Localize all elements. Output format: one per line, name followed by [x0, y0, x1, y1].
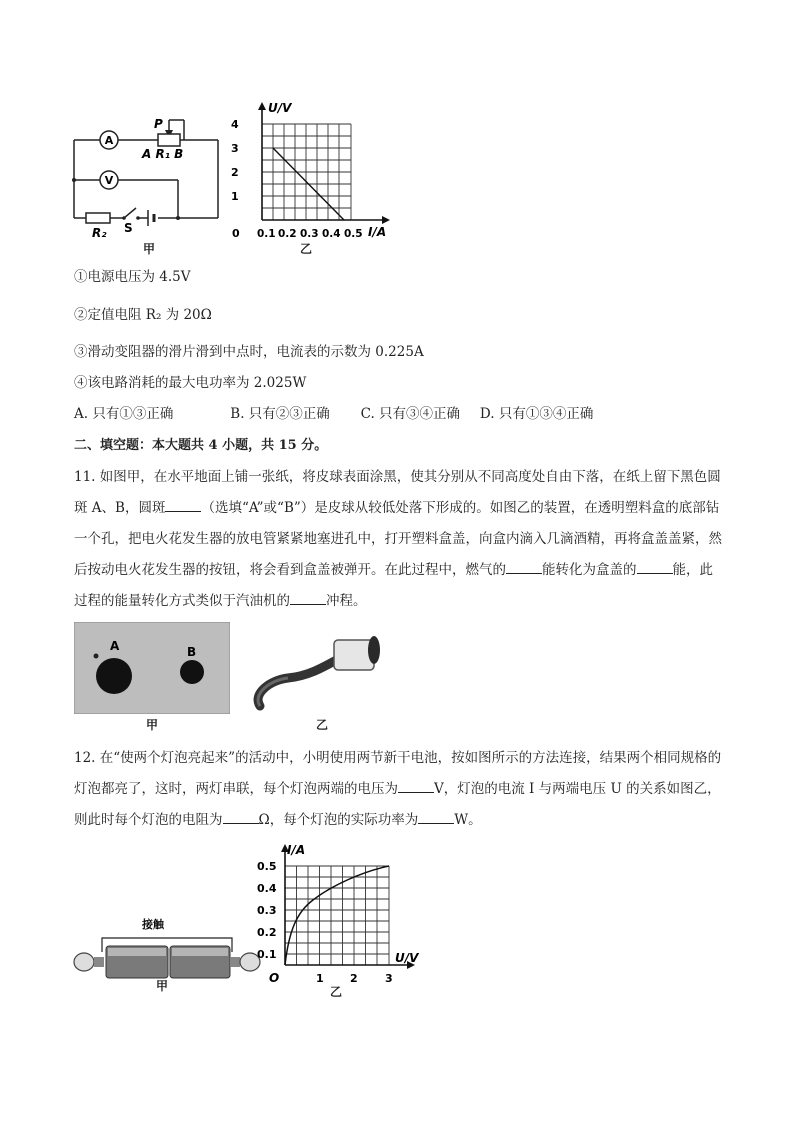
statement-3: ③滑动变阻器的滑片滑到中点时，电流表的示数为 0.225A [74, 344, 424, 360]
q12-blank-1[interactable] [398, 780, 434, 793]
i-u-y-tick-0.4: 0.4 [257, 882, 277, 895]
spark-box-photo [250, 628, 390, 718]
voltmeter-symbol: V [104, 174, 114, 187]
y-tick-2: 2 [231, 166, 239, 179]
q12-text [74, 743, 724, 836]
origin-label: 0 [232, 227, 240, 240]
slider-label: P [154, 117, 163, 131]
q11-part2: （选填“A”或“B”）是皮球从较低处落下形成的。如图乙的装置，在透明塑料盒的底部钻一个孔，把电火花发生器的放电管紧紧地塞进孔中，打开塑料盒盖，向盒内滴入几滴酒精，再将盒盖盖紧，然后按动电火花发生器的按钮，将会看到盒盖被弹开。在此过程中，燃气的 [74, 500, 722, 578]
ball-spots-photo [74, 622, 230, 714]
x-tick-0.5: 0.5 [344, 228, 363, 240]
i-u-y-tick-0.3: 0.3 [257, 904, 277, 917]
ammeter-symbol: A [104, 134, 114, 147]
q11-part3: 能转化为盒盖的 [542, 562, 637, 578]
u-i-graph [228, 98, 398, 248]
spot-a-label: A [110, 639, 120, 653]
q11-blank-1[interactable] [165, 499, 201, 512]
q11-part1: 11. 如图甲，在水平地面上铺一张纸，将皮球表面涂黑，使其分别从不同高度处自由下落，在纸上留下黑色圆斑 A、B，圆斑 [74, 469, 721, 516]
q11-blank-3[interactable] [637, 561, 673, 574]
q11-part5: 冲程。 [326, 593, 367, 609]
q12-part3: Ω，每个灯泡的实际功率为 [258, 812, 419, 828]
i-u-y-tick-0.5: 0.5 [257, 860, 277, 873]
q11-blank-4[interactable] [290, 592, 326, 605]
i-u-y-label: I/A [287, 843, 306, 857]
rheostat-label: A R₁ B [142, 147, 184, 161]
q12-part2: V，灯泡的电流 I 与两端电压 U 的关系如图乙，则此时每个灯泡的电阻为 [74, 781, 721, 828]
q11-blank-2[interactable] [506, 561, 542, 574]
y-axis-label: U/V [268, 101, 292, 115]
answer-options [74, 405, 593, 423]
q11-photo-caption-a: 甲 [146, 718, 159, 732]
fig1-graph-caption: 乙 [300, 242, 313, 256]
spot-b-label: B [187, 645, 197, 659]
section-heading: 二、填空题：本大题共 4 小题，共 15 分。 [74, 438, 328, 453]
q12-part1: 12. 在“使两个灯泡亮起来”的活动中，小明使用两节新干电池，按如图所示的方法连接，结果两个相同规格的灯泡都亮了，这时，两灯串联，每个灯泡两端的电压为 [74, 750, 722, 797]
fig1-circuit-caption: 甲 [143, 242, 156, 256]
i-u-origin: O [269, 971, 280, 985]
circuit-diagram [66, 110, 226, 250]
x-tick-0.4: 0.4 [322, 228, 341, 240]
contact-label: 接触 [142, 918, 164, 931]
r2-label: R₂ [92, 226, 107, 240]
q12-blank-3[interactable] [418, 811, 454, 824]
y-tick-1: 1 [231, 190, 239, 203]
q11-photo-caption-b: 乙 [316, 718, 329, 732]
q12-blank-2[interactable] [223, 811, 259, 824]
i-u-y-tick-0.2: 0.2 [257, 926, 277, 939]
option-b[interactable]: B. 只有②③正确 [230, 406, 330, 422]
y-tick-4: 4 [231, 118, 239, 131]
i-u-x-label: U/V [395, 951, 419, 965]
statement-1: ①电源电压为 4.5V [74, 269, 191, 285]
switch-label: S [124, 221, 133, 235]
x-tick-0.3: 0.3 [300, 228, 319, 240]
option-d[interactable]: D. 只有①③④正确 [479, 406, 594, 422]
x-tick-0.2: 0.2 [278, 228, 297, 240]
x-tick-0.1: 0.1 [257, 228, 276, 240]
i-u-x-tick-2: 2 [350, 972, 358, 985]
q12-part4: W。 [454, 812, 482, 828]
q12-fig-a-caption: 甲 [156, 979, 169, 993]
q11-text [74, 462, 724, 617]
i-u-x-tick-1: 1 [316, 972, 324, 985]
i-u-graph [255, 840, 425, 990]
i-u-y-tick-0.1: 0.1 [257, 948, 277, 961]
q12-graph-caption: 乙 [330, 985, 343, 999]
option-c[interactable]: C. 只有③④正确 [360, 406, 461, 422]
statement-4: ④该电路消耗的最大电功率为 2.025W [74, 375, 307, 391]
x-axis-label: I/A [368, 225, 387, 239]
q11-part4: 能，此过程的能量转化方式类似于汽油机的 [74, 562, 713, 609]
i-u-x-tick-3: 3 [385, 972, 393, 985]
y-tick-3: 3 [231, 142, 239, 155]
statement-2: ②定值电阻 R₂ 为 20Ω [74, 307, 212, 323]
option-a[interactable]: A. 只有①③正确 [74, 406, 174, 422]
